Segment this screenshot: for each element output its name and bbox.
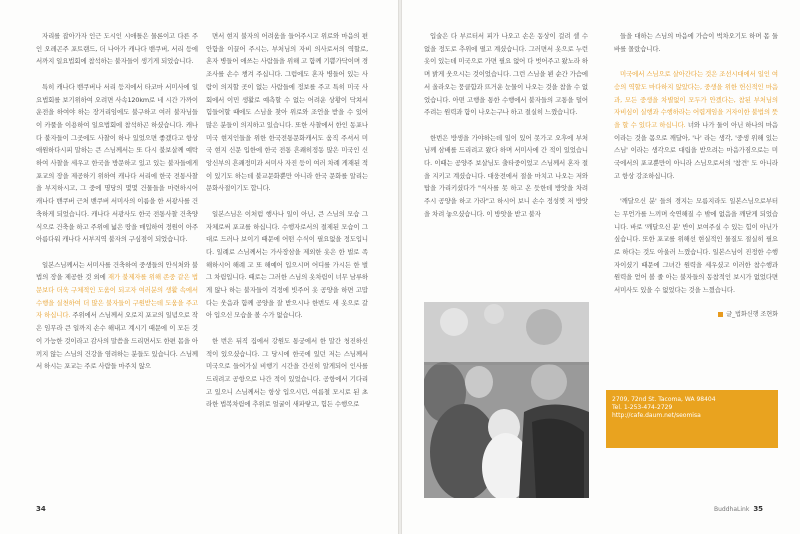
page-footer-right [714, 505, 763, 513]
address-box [606, 390, 778, 448]
phone-line: Tel. 1-253-474-2729 [612, 404, 673, 411]
credit-text: 글_법화신행 조현화 [726, 311, 778, 319]
left-column-1 [36, 30, 198, 386]
paragraph: 면서 현지 불자의 어려움을 들어주시고 위로와 마음의 편안함을 이끌어 주시는, 부처님의 자비 의사로서의 역할로, 혼자 병들어 애쓰는 사람들을 위해 고 함께 기쁨가닥이며 경조사를 손수 챙겨 주십니다. 그럼에도 혼자 병들어 있는 사람이 의지할 곳이 없는 사람들에 정보를 주고 특히 미국 사회에서 이민 생활로 예측할 수 없는 어려운 상황이 닥쳐서 힘들어할 때에도 스님을 찾아 위로와 조언을 받을 수 있어 많은 분들이 의지하고 있습니다. 또한 사찰에서 한인 동포나 미국 현지인들을 위한 한국전통문화캐서도 움직 주셔서 미국 현지 신문 입한에 한국 전통 흔쾌히정동 많은 미국인 신앙신부의 흔쾌정미과 서미사 자진 등이 여러 차례 게재된 적이 있기도 하는데 불교문화뿐만 아니라 한국 문화를 알리는 문화사절이기도 합니다. [206, 32, 368, 193]
monk-child-image [424, 302, 589, 498]
paragraph: 자리를 잡아가자 인근 도시인 시애틀은 물론이고 다른 주인 오레곤주 포트랜드, 더 나아가 캐나다 밴쿠버, 서리 등에서까지 일요법회에 참석하는 불자들이 생기게 되었습니다. [36, 32, 198, 66]
paragraph-text: 너와 나가 둘이 아닌 하나의 마음이라는 것을 몸으로 깨달아, '나' 라는 생각, '중생 위해 있는 스님' 이라는 생각으로 대립을 받으려는 마음가짐으로는 미국에서의 포교뿐만이 아니라 스님으로서의 '참견' 도 아니라고 항상 강조하십니다. [614, 120, 779, 180]
paragraph: 한 번은 뒤직 집에서 강원도 통궁에서 한 말간 청진하신 적이 있으셨습니다. 그 당시에 한국에 있던 저는 스님께서 미국으로 들어가실 비행기 시간을 간신히 알게되어 인사를 드리려고 공항으로 나간 적이 있었습니다. 공항에서 기다리고 있으니 스님께서는 항상 입으시던, 여름철 모시로 된 초라한 법복차림에 추위로 얼굴이 새파랗고, 힘든 수행으로 [206, 336, 368, 409]
paragraph: 한번은 방생을 가야하는데 일이 있어 못가고 오후에 부처님께 삼배를 드리려고 왔다 하며 서미사에 간 적이 있었습니다. 이때는 공양주 보살님도 출타중이었고 스님께서 혼자 절을 지키고 계셨습니다. 대웅전에서 절을 마치고 나오는 저와 탑을 가리키셨다가 "식사를 못 하고 온 듯한데 방앗을 차려주시 공양을 하고 가라"고 하시어 보니 손수 정성껏 저 방앗을 차려 놓으셨습니다. 이 방앗을 받고 불자 [424, 133, 588, 218]
right-column-1 [424, 30, 588, 300]
credit-square-icon [718, 312, 723, 317]
paragraph: 들을 대하는 스님의 마음에 가슴이 벅차오기도 하며 몸 둘 바를 몰랐습니다. [614, 32, 778, 53]
author-credit [614, 309, 778, 322]
monk-photo [424, 302, 589, 498]
page-number-right: 35 [753, 505, 764, 513]
address-line: 2709, 72nd St. Tacoma, WA 98404 [612, 396, 716, 403]
left-column-2 [206, 30, 368, 424]
paragraph: 특히 캐나다 밴쿠버나 서리 등지에서 타코마 서미사에 일요법회를 보기위하여 오려면 사속120km로 네 시간 가까이 운전을 하여야 하는 장거리임에도 불구하고 여러 불자님들이 카풀을 이용하여 일요법회에 참석하곤 하셨습니다. 캐나다 불자들이 그곳에도 사찰이 하나 있었으면 좋겠다고 항상 애원하다시피 말하는 큰 스님께서는 또 다시 불보살께 예탁하여 사찰을 세우고 한국을 방문하고 있고 있는 불자들에게 포교의 장을 제공하기 위하여 캐나다 서리에 한국 전통사찰을 부지하시고, 그 중에 명당의 몇몇 건물들을 마련하시어 캐나다 밴쿠버 근처 밴쿠버 서미사의 이름을 한 서광사를 건축하게 되었습니다. 캐나다 서광사도 한국 전통사찰 건축양식으로 건축을 하고 주위에 넓은 땅을 매입하여 정원이 아주 아름다워 캐나다 서부지역 불자의 구심점이 되었습니다. [36, 82, 198, 244]
paragraph-text: 일본스님께서는 서미사를 건축하여 중생들의 안식처와 불법의 장을 제공한 것 외에 [36, 260, 198, 282]
right-column-2 [614, 30, 778, 322]
paragraph: 입술은 다 부르터서 피가 나오고 손은 동상이 걸려 셀 수 없을 정도로 추위에 떨고 계셨습니다. 그러면서 옷으로 누런 옷이 있는데 미국으로 가면 필요 없어 다 벗어주고 왔노라 하며 밝게 웃으시는 것이었습니다. 그런 스님을 뵌 순간 가슴에서 올라오는 뭉클함과 뜨거운 눈물이 나오는 것을 참을 수 없었습니다. 아떤 고행을 통한 수행에서 불자들의 고통을 덜어주려는 원력과 함이 나오는구나 하고 절실히 느꼈습니다. [424, 32, 588, 117]
paragraph: '깨달으신 분' 들의 경지는 모름지라도 일본스님으로부터는 무언가를 느끼며 숙연해질 수 밖에 없음을 깨닫게 되었습니다. 바로 '깨달으신 분' 반이 보여주실 수 있는 힘이 아닌가 싶습니다. 또한 포교를 위해선 현실적인 물질도 절실히 필요로 하다는 것도 아울러 느꼈습니다. 일본스님이 진정한 수행자이셨기 때문에 그녀간 원력을 세우셨고 이러한 참수행과 원력을 얻어 볼 줄 아는 불자들의 동참적인 보시가 없었다면 서미사도 있을 수 없었다는 것을 느꼈습니다. [614, 197, 778, 295]
paragraph-text: 주위에서 스님께서 오로지 포교의 일념으로 작은 임무라 큰 일까지 손수 해내고 계시기 때문에 이 모든 것이 가능한 것이라고 감사의 말씀을 드리면서도 한편 몸을 아끼지 않는 스님의 건강을 염려하는 분들도 있습니다. 스님께서 하시는 포교는 주로 사람들 마주치 않으 [36, 311, 198, 371]
paragraph [36, 259, 198, 373]
magazine-name: BuddhaLink [714, 506, 750, 513]
paragraph: 일본스님은 이처럼 행사나 일이 아닌, 큰 스님의 모습 그 자체로써 포교를 하십니다. 수행자로서의 절제된 모습이 그대로 드러나 보이기 때문에 어떤 수식이 필요없을 정도입니다. 일례로 스님께서는 가사장삼을 제외한 옷은 한 벌로 족해하시어 해례 고 또 해예어 입으시며 어디를 가시든 한 벌 그 차림입니다. 때로는 그러한 스님의 옷차림이 너무 남루하게 않나 하는 불자들이 걱정에 빗주어 옷 공양을 하면 고맙다는 웃음과 함께 공양을 잘 받으시나 한번도 새 옷으로 갈아 입으신 모습을 볼 수가 없습니다. [206, 209, 368, 320]
highlight-text: 미국에서 스님으로 살아간다는 것은 조선시대에서 일인 여승의 역할도 마다하지 않았다는, 중생을 위한 헌신적인 마음과, 모든 중생을 차별없이 모두가 안겠다는, 참된 부처님의 자비심이 실행과 수행하라는 어렵게임을 거자이한 불법의 뜻을 할 수 있다고 하십니다. [614, 70, 778, 129]
website-link[interactable]: http://cafe.daum.net/seomisa [612, 412, 701, 419]
page-number-left: 34 [36, 505, 46, 513]
highlight-text: 재가 불제자를 위해 존중 같은 법문보다 더욱 구체적인 도움이 되고자 여러분의 생활 속에서 수행을 실천하여 더 많은 불자들이 구원받는데 도움을 주고자 하십니다. [36, 273, 198, 320]
paragraph [614, 68, 778, 182]
